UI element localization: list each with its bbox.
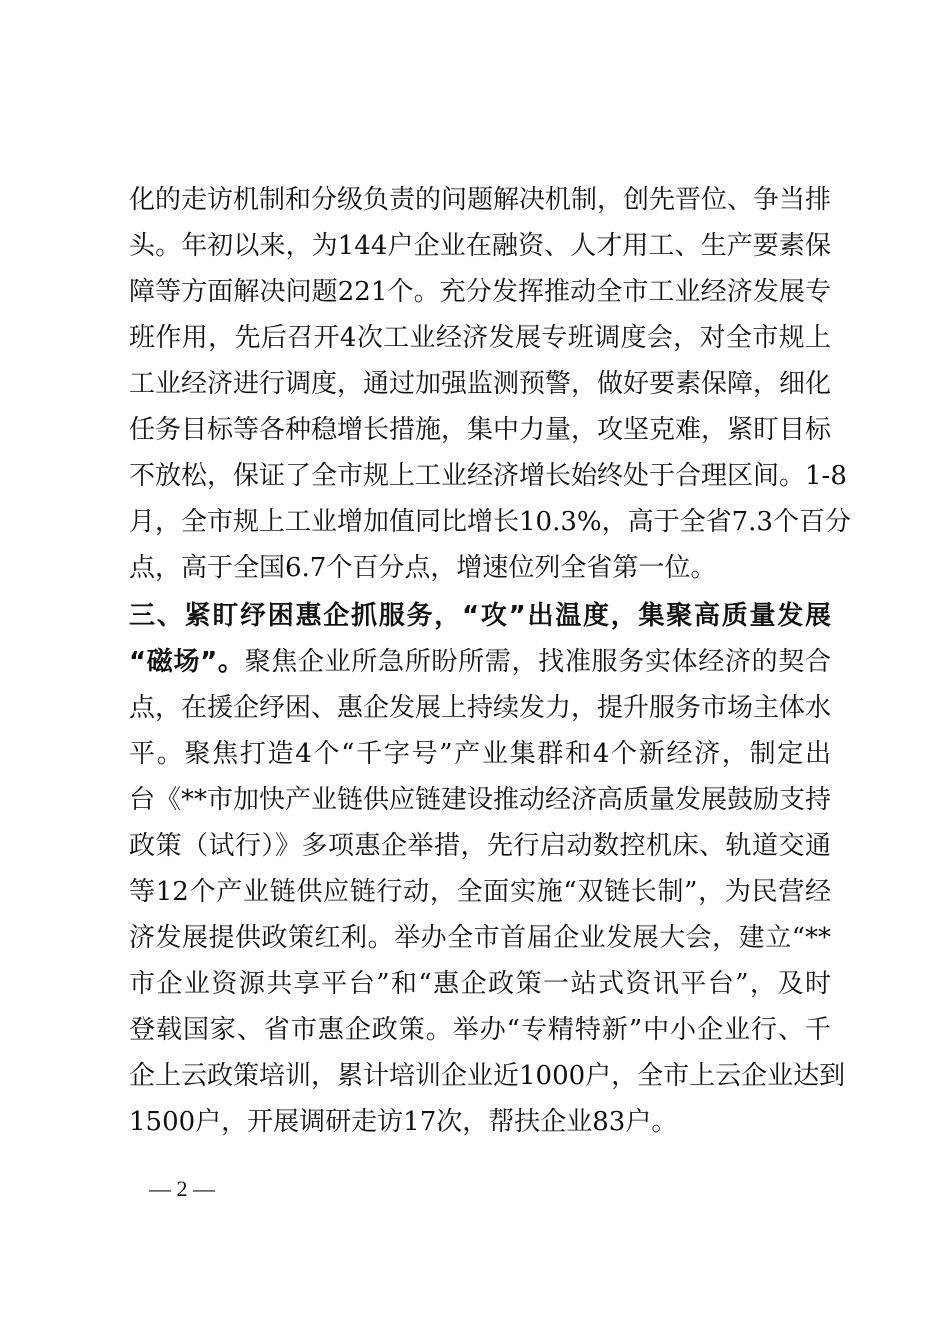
section-heading: 三、紧盯纾困惠企抓服务，“攻”出温度，集聚高质量发展 bbox=[129, 601, 831, 631]
body-line: 月，全市规上工业增加值同比增长10.3%，高于全省7.3个百分 bbox=[129, 507, 851, 537]
body-line: 点，高于全国6.7个百分点，增速位列全省第一位。 bbox=[129, 553, 717, 583]
body-line: 班作用，先后召开4次工业经济发展专班调度会，对全市规上 bbox=[129, 323, 831, 353]
body-line: 平。聚焦打造4个“千字号”产业集群和4个新经济，制定出 bbox=[129, 739, 831, 769]
body-line: 不放松，保证了全市规上工业经济增长始终处于合理区间。1-8 bbox=[129, 461, 847, 491]
body-line: 政策（试行）》多项惠企举措，先行启动数控机床、轨道交通 bbox=[129, 831, 831, 861]
body-line: 点，在援企纾困、惠企发展上持续发力，提升服务市场主体水 bbox=[129, 693, 832, 723]
body-line: 企上云政策培训，累计培训企业近1000户，全市上云企业达到 bbox=[129, 1061, 846, 1091]
body-line: 化的走访机制和分级负责的问题解决机制，创先晋位、争当排 bbox=[129, 185, 832, 215]
body-line: 头。年初以来，为144户企业在融资、人才用工、生产要素保 bbox=[129, 231, 831, 261]
heading-continuation-line bbox=[129, 642, 831, 682]
body-line: 市企业资源共享平台”和“惠企政策一站式资讯平台”，及时 bbox=[129, 969, 831, 999]
body-line: 任务目标等各种稳增长措施，集中力量，攻坚克难，紧盯目标 bbox=[129, 415, 832, 445]
body-line: 济发展提供政策红利。举办全市首届企业发展大会，建立“** bbox=[129, 923, 831, 953]
page-number: — 2 — bbox=[149, 1176, 215, 1201]
section-heading-tail: “磁场”。 bbox=[129, 647, 245, 677]
body-line: 障等方面解决问题221个。充分发挥推动全市工业经济发展专 bbox=[129, 277, 831, 307]
body-line: 1500户，开展调研走访17次，帮扶企业83户。 bbox=[129, 1107, 678, 1137]
body-text: 聚焦企业所急所盼所需，找准服务实体经济的契合 bbox=[244, 647, 831, 677]
body-line: 工业经济进行调度，通过加强监测预警，做好要素保障，细化 bbox=[129, 369, 832, 399]
body-line: 登载国家、省市惠企政策。举办“专精特新”中小企业行、千 bbox=[129, 1015, 831, 1045]
body-line: 台《**市加快产业链供应链建设推动经济高质量发展鼓励支持 bbox=[129, 785, 832, 815]
body-line: 等12个产业链供应链行动，全面实施“双链长制”，为民营经 bbox=[129, 877, 831, 907]
